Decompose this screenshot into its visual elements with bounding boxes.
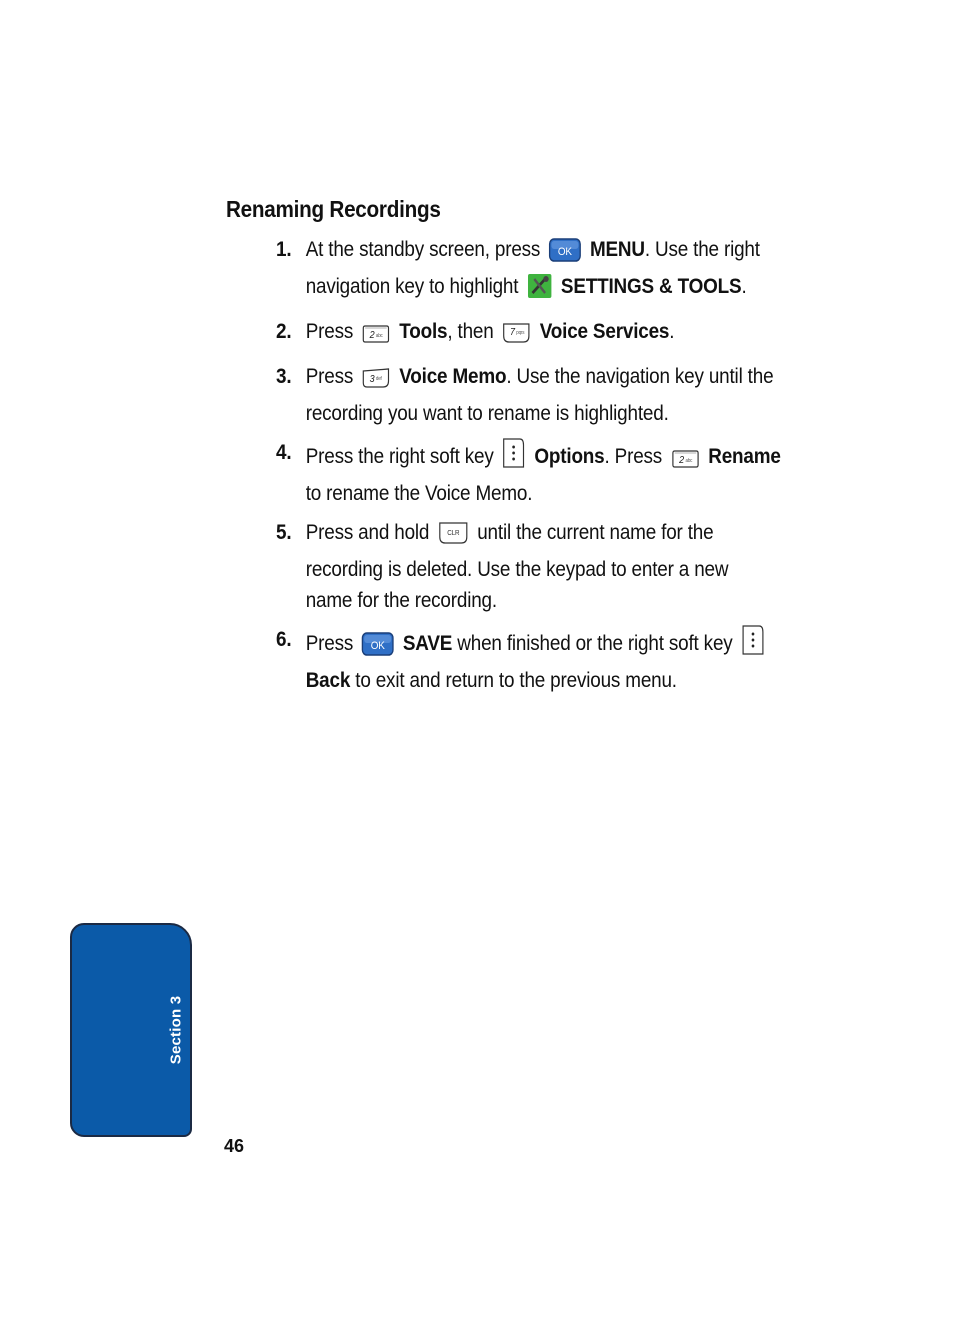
svg-text:CLR: CLR xyxy=(447,529,460,538)
right-soft-key-icon xyxy=(502,437,525,478)
menu-label: MENU xyxy=(589,238,645,261)
page-number: 46 xyxy=(224,1136,245,1156)
step-3: 3. Press 3 def Voice Memo. Use the navigation key until the recording you want to rename is highlighted. xyxy=(276,361,798,429)
ok-key-icon xyxy=(362,632,394,665)
section-tab-label: Section 3 xyxy=(167,995,185,1065)
settings-tools-label: SETTINGS & TOOLS xyxy=(560,275,742,298)
svg-text:abc: abc xyxy=(685,458,692,465)
step-number: 3. xyxy=(276,365,292,388)
key-2-icon xyxy=(362,322,391,353)
step-1: 1. At the standby screen, press OK MENU. Use the right navigation key to highlight SETTINGS & TOOLS. xyxy=(276,234,798,308)
section-heading: Renaming Recordings xyxy=(226,196,441,222)
clr-key-icon xyxy=(438,521,469,554)
svg-text:3: 3 xyxy=(369,373,375,386)
svg-text:7: 7 xyxy=(510,326,516,339)
svg-text:def: def xyxy=(376,376,382,383)
voice-memo-label: Voice Memo xyxy=(399,365,507,388)
step-number: 1. xyxy=(276,238,292,261)
step-5: 5. Press and hold CLR until the current name for the recording is deleted. Use the keypad to enter a new name for the recording. xyxy=(276,517,798,616)
steps-list xyxy=(276,234,856,704)
key-2-icon xyxy=(671,447,700,478)
svg-text:abc: abc xyxy=(376,333,383,340)
svg-text:2: 2 xyxy=(369,329,375,342)
svg-text:OK: OK xyxy=(371,640,385,653)
save-label: SAVE xyxy=(402,632,453,655)
step-6: 6. Press OK SAVE when finished or the right soft key Back to exit and return to the previous menu. xyxy=(276,624,798,696)
svg-text:pqrs: pqrs xyxy=(516,330,525,337)
settings-tools-icon xyxy=(527,273,552,308)
step-number: 2. xyxy=(276,320,292,343)
svg-text:2: 2 xyxy=(678,454,684,467)
svg-text:OK: OK xyxy=(558,246,573,259)
step-number: 5. xyxy=(276,521,292,544)
key-7-icon xyxy=(502,322,531,353)
step-2: 2. Press 2 abc Tools, then 7 pqrs Voice Services. xyxy=(276,316,798,353)
right-soft-key-icon xyxy=(741,624,764,665)
rename-label: Rename xyxy=(708,445,781,468)
options-label: Options xyxy=(534,445,605,468)
step-4: 4. Press the right soft key Options. Press 2 abc Rename to rename the Voice Memo. xyxy=(276,437,798,509)
voice-services-label: Voice Services xyxy=(539,320,670,343)
step-number: 4. xyxy=(276,441,292,464)
step-number: 6. xyxy=(276,628,292,651)
tools-label: Tools xyxy=(399,320,448,343)
ok-key-icon xyxy=(549,238,581,271)
key-3-icon xyxy=(362,367,391,398)
back-label: Back xyxy=(305,669,351,692)
